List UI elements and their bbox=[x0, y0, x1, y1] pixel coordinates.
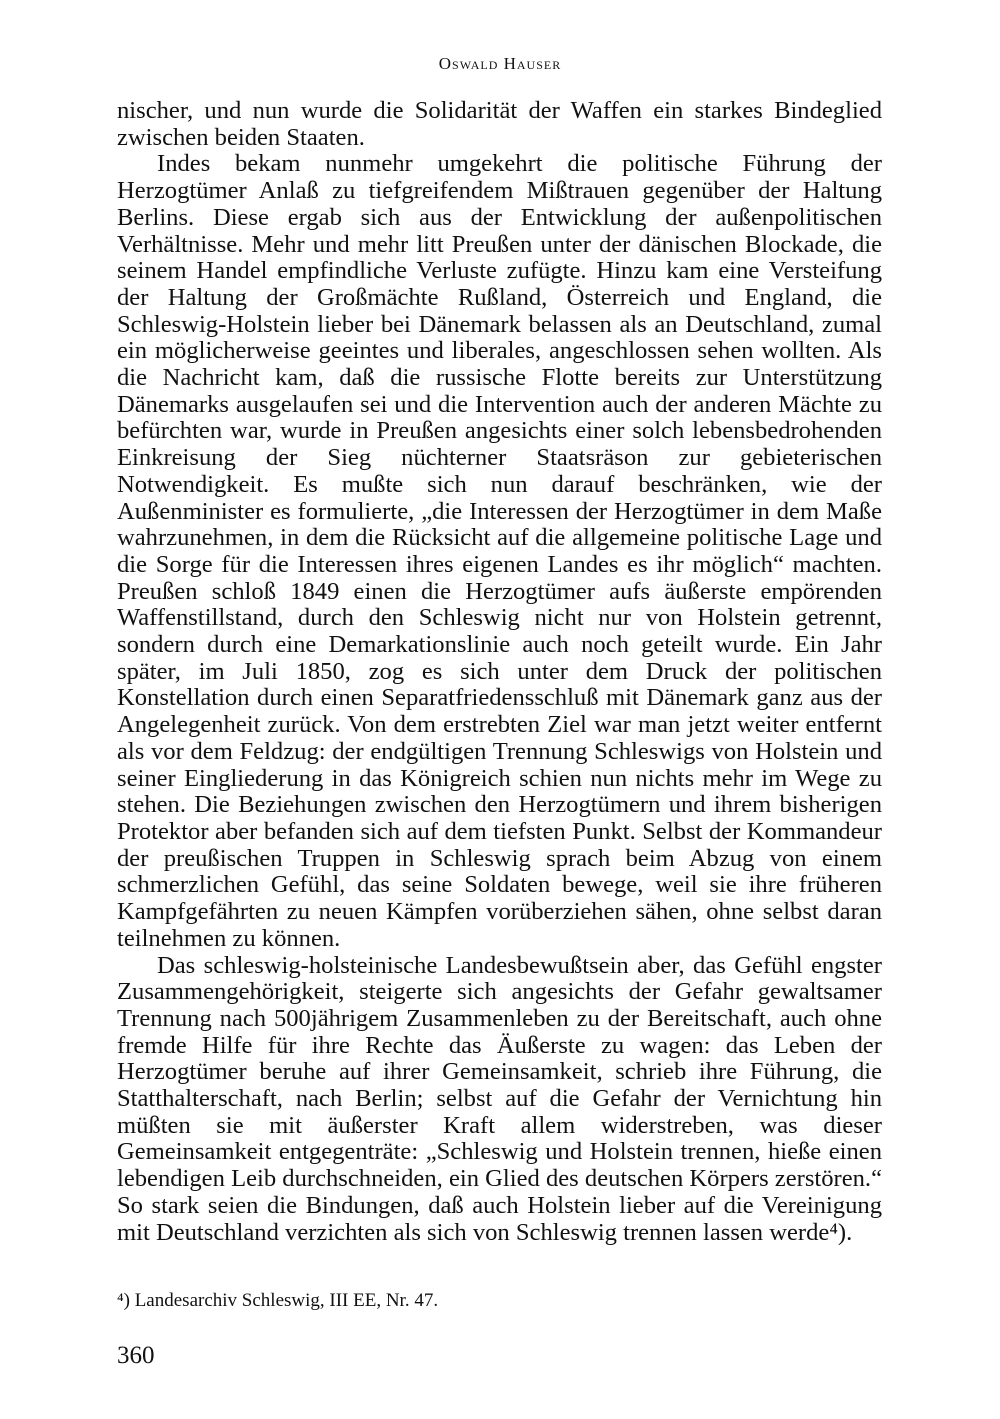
running-head: Oswald Hauser bbox=[438, 54, 562, 73]
paragraph: nischer, und nun wurde die Solidarität der Waffen ein starkes Bindeglied zwischen beiden Staaten. bbox=[117, 97, 882, 151]
paragraph: Das schleswig-holsteinische Landesbewußtsein aber, das Gefühl engster Zusammengehörigkeit, steigerte sich angesichts der Gefahr gewaltsamer Trennung nach 500jährigem Zusammenleben zu der Bereitschaft, auch ohne fremde Hilfe für ihre Rechte das Äußerste zu wagen: das Leben der Herzogtümer beruhe auf ihrer Gemeinsamkeit, schrieb ihre Führung, die Statthalterschaft, nach Berlin; selbst auf die Gefahr der Vernichtung hin müßten sie mit äußerster Kraft allem widerstreben, was dieser Gemeinsamkeit entgegenträte: „Schleswig und Holstein trennen, hieße einen lebendigen Leib durchschneiden, ein Glied des deutschen Körpers zerstören.“ So stark seien die Bindungen, daß auch Holstein lieber auf die Vereinigung mit Deutschland verzichten als sich von Schleswig trennen lassen werde⁴). bbox=[117, 951, 882, 1246]
paragraph: Indes bekam nunmehr umgekehrt die politische Führung der Herzogtümer Anlaß zu tiefgreifendem Mißtrauen gegenüber der Haltung Berlins. Diese ergab sich aus der Entwicklung der außenpolitischen Verhältnisse. Mehr und mehr litt Preußen unter der dänischen Blockade, die seinem Handel empfindliche Verluste zufügte. Hinzu kam eine Versteifung der Haltung der Großmächte Rußland, Österreich und England, die Schleswig-Holstein lieber bei Dänemark belassen als an Deutschland, zumal ein möglicherweise geeintes und liberales, angeschlossen sehen wollten. Als die Nachricht kam, daß die russische Flotte bereits zur Unterstützung Dänemarks ausgelaufen sei und die Intervention auch der anderen Mächte zu befürchten war, wurde in Preußen angesichts einer solch lebensbedrohenden Einkreisung der Sieg nüchterner Staatsräson zur gebieterischen Notwendigkeit. Es mußte sich nun darauf beschränken, wie der Außenminister es formulierte, „die Interessen der Herzogtümer in dem Maße wahrzunehmen, in dem die Rücksicht auf die allgemeine politische Lage und die Sorge für die Interessen ihres eigenen Landes es ihr möglich“ machten. Preußen schloß 1849 einen die Herzogtümer aufs äußerste empörenden Waffenstillstand, durch den Schleswig nicht nur von Holstein getrennt, sondern durch eine Demarkationslinie auch noch geteilt wurde. Ein Jahr später, im Juli 1850, zog es sich unter dem Druck der politischen Konstellation durch einen Separatfriedensschluß mit Dänemark ganz aus der Angelegenheit zurück. Von dem erstrebten Ziel war man jetzt weiter entfernt als vor dem Feldzug: der endgültigen Trennung Schleswigs von Holstein und seiner Eingliederung in das Königreich schien nun nichts mehr im Wege zu stehen. Die Beziehungen zwischen den Herzogtümern und ihrem bisherigen Protektor aber befanden sich auf dem tiefsten Punkt. Selbst der Kommandeur der preußischen Truppen in Schleswig sprach beim Abzug von einem schmerzlichen Gefühl, das seine Soldaten bewege, weil sie ihre früheren Kampfgefährten zu neuen Kämpfen vorüberziehen sähen, ohne selbst daran teilnehmen zu können. bbox=[117, 150, 882, 952]
body-text bbox=[117, 98, 882, 1246]
footnote: ⁴) Landesarchiv Schleswig, III EE, Nr. 47. bbox=[117, 1290, 439, 1311]
page-number: 360 bbox=[117, 1342, 155, 1369]
